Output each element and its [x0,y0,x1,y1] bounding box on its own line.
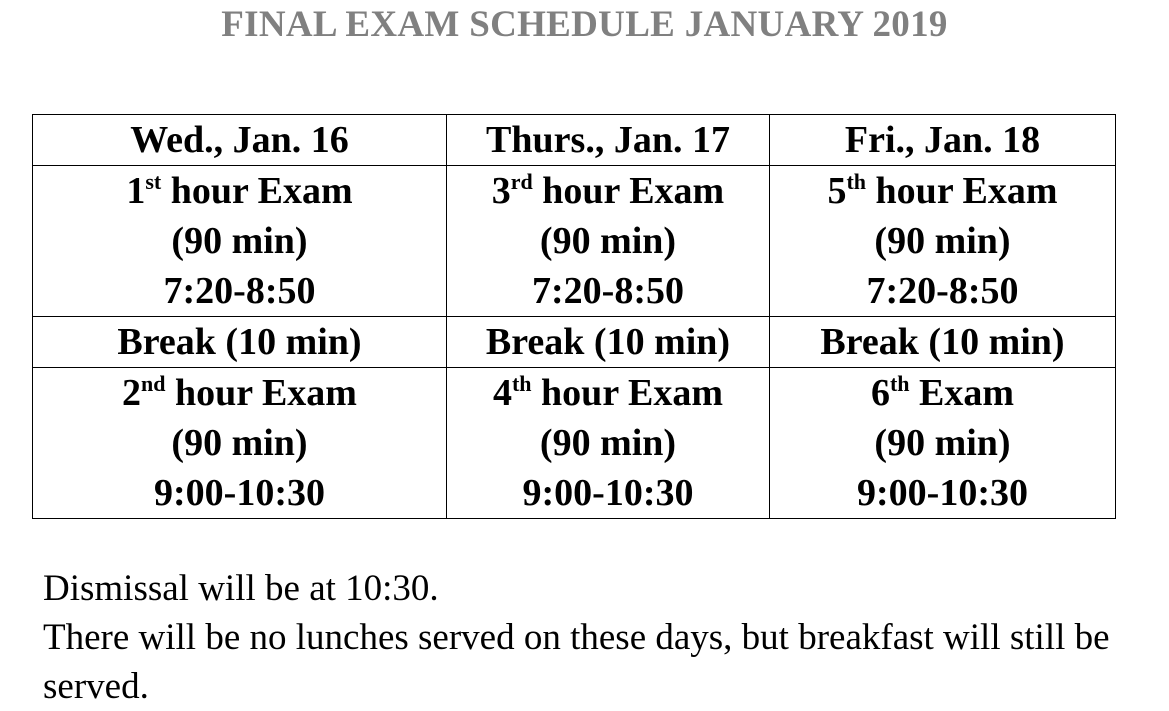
exam-duration: (90 min) [171,220,308,262]
exam-time: 9:00-10:30 [857,472,1028,514]
exam-schedule-table [32,114,1116,519]
break-cell-friday: Break (10 min) [770,317,1116,368]
exam-ordinal-suffix: st [145,169,162,194]
column-header-thursday: Thurs., Jan. 17 [447,115,770,166]
exam-time: 7:20-8:50 [866,270,1019,312]
exam-label: hour Exam [531,372,723,414]
second-exam-row [33,368,1116,519]
exam-title [770,368,1115,418]
exam-title [770,166,1115,216]
table-header-row [33,115,1116,166]
exam-label: Exam [909,372,1015,414]
exam-title [33,166,446,216]
schedule-notes [43,564,1143,711]
exam-cell-6th [770,368,1116,519]
exam-time: 9:00-10:30 [522,472,694,514]
document-title: FINAL EXAM SCHEDULE JANUARY 2019 [221,4,948,45]
exam-label: hour Exam [161,170,353,212]
exam-ordinal-suffix: nd [141,371,166,396]
exam-cell-4th-hour [447,368,770,519]
lunch-note: There will be no lunches served on these days, but breakfast will still be served. [43,617,1110,707]
exam-ordinal-suffix: th [889,371,910,396]
exam-time: 9:00-10:30 [154,472,325,514]
exam-title [447,368,769,418]
exam-ordinal: 6 [870,372,890,414]
exam-duration: (90 min) [171,422,308,464]
exam-time: 7:20-8:50 [532,270,684,312]
exam-cell-1st-hour [33,166,447,317]
first-exam-row [33,166,1116,317]
column-header-wednesday: Wed., Jan. 16 [33,115,447,166]
exam-ordinal: 2 [122,372,142,414]
exam-ordinal: 3 [491,170,511,212]
break-row [33,317,1116,368]
exam-duration: (90 min) [874,422,1011,464]
exam-ordinal-suffix: rd [510,169,533,194]
exam-ordinal-suffix: th [846,169,867,194]
exam-duration: (90 min) [539,220,677,262]
exam-ordinal: 1 [126,170,146,212]
exam-label: hour Exam [866,170,1058,212]
exam-label: hour Exam [165,372,357,414]
exam-ordinal-suffix: th [511,371,532,396]
exam-duration: (90 min) [539,422,677,464]
exam-ordinal: 4 [492,372,512,414]
exam-duration: (90 min) [874,220,1011,262]
exam-ordinal: 5 [827,170,847,212]
exam-time: 7:20-8:50 [163,270,316,312]
exam-title [447,166,769,216]
exam-cell-5th-hour [770,166,1116,317]
break-cell-wednesday: Break (10 min) [33,317,447,368]
break-cell-thursday: Break (10 min) [447,317,770,368]
dismissal-note: Dismissal will be at 10:30. [43,568,439,609]
exam-cell-3rd-hour [447,166,770,317]
exam-label: hour Exam [532,170,725,212]
exam-cell-2nd-hour [33,368,447,519]
column-header-friday: Fri., Jan. 18 [770,115,1116,166]
exam-title [33,368,446,418]
